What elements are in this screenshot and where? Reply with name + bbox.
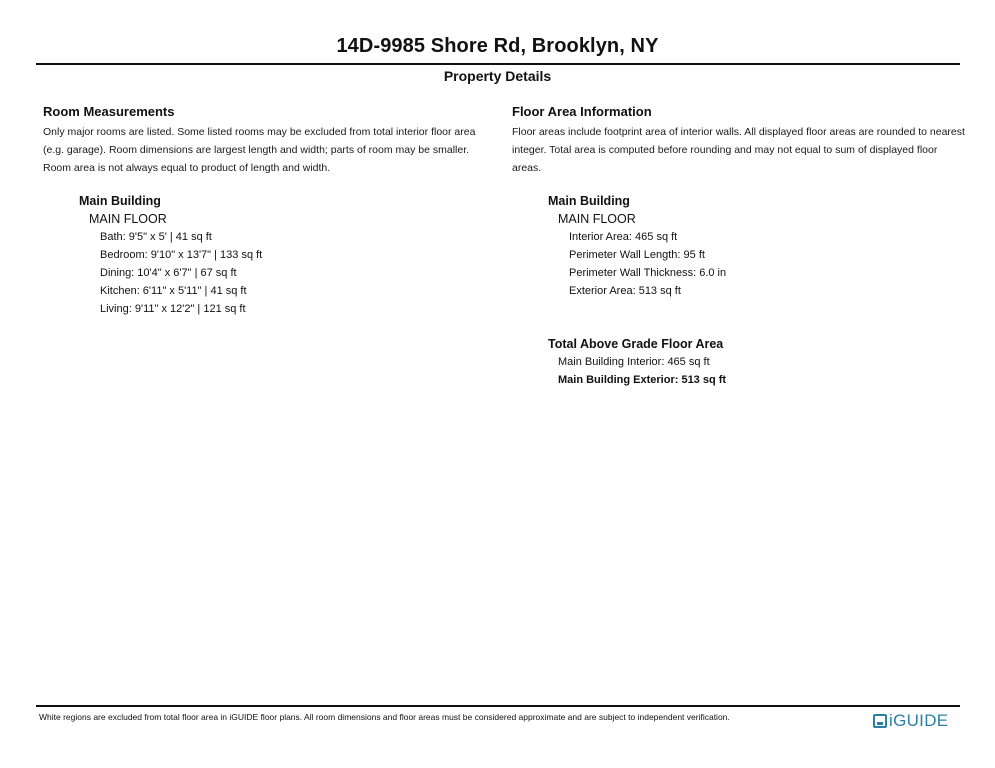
total-interior: Main Building Interior: 465 sq ft — [558, 356, 710, 368]
building-name: Main Building — [548, 194, 630, 208]
room-list — [100, 228, 493, 318]
room-item-bedroom: Bedroom: 9'10" x 13'7" | 133 sq ft — [100, 249, 263, 261]
exterior-area: Exterior Area: 513 sq ft — [569, 285, 681, 297]
bottom-divider — [36, 705, 960, 707]
room-measurements-section — [43, 104, 493, 318]
main-building-areas — [548, 192, 967, 300]
area-detail-list — [569, 228, 967, 300]
total-list — [558, 353, 967, 389]
total-floor-area — [548, 335, 967, 389]
footer-disclaimer: White regions are excluded from total floor area in iGUIDE floor plans. All room dimensions and floor areas must be considered approximate and are subject to independent verification. — [39, 712, 730, 722]
total-exterior: Main Building Exterior: 513 sq ft — [558, 374, 727, 386]
room-item-living: Living: 9'11" x 12'2" | 121 sq ft — [100, 303, 246, 315]
building-name: Main Building — [79, 194, 161, 208]
room-measurements-note: Only major rooms are listed. Some listed rooms may be excluded from total interior floor area (e.g. garage). Room dimensions are largest length and width; parts of room may be smaller. Room area is not always equal to product of length and width. — [43, 126, 476, 174]
room-measurements-heading: Room Measurements — [43, 104, 175, 119]
perimeter-wall-thickness: Perimeter Wall Thickness: 6.0 in — [569, 267, 727, 279]
floor-name: MAIN FLOOR — [558, 212, 636, 226]
floor-area-heading: Floor Area Information — [512, 104, 652, 119]
perimeter-wall-length: Perimeter Wall Length: 95 ft — [569, 249, 705, 261]
room-item-dining: Dining: 10'4" x 6'7" | 67 sq ft — [100, 267, 237, 279]
floor-area-note: Floor areas include footprint area of interior walls. All displayed floor areas are rounded to nearest integer. Total area is computed before rounding and may not equal to sum of displayed floor areas. — [512, 126, 965, 174]
interior-area: Interior Area: 465 sq ft — [569, 231, 678, 243]
room-item-kitchen: Kitchen: 6'11" x 5'11" | 41 sq ft — [100, 285, 247, 297]
iguide-logo-text: iGUIDE — [889, 711, 949, 730]
room-item-bath: Bath: 9'5" x 5' | 41 sq ft — [100, 231, 212, 243]
floor-name: MAIN FLOOR — [89, 212, 167, 226]
page-title: 14D-9985 Shore Rd, Brooklyn, NY — [336, 35, 659, 57]
top-divider — [36, 63, 960, 65]
main-building-rooms — [79, 192, 493, 318]
page-subtitle: Property Details — [443, 68, 552, 84]
iguide-logo — [873, 709, 948, 733]
floor-area-section — [512, 104, 967, 389]
total-heading: Total Above Grade Floor Area — [548, 337, 724, 351]
iguide-logo-icon — [873, 714, 887, 728]
